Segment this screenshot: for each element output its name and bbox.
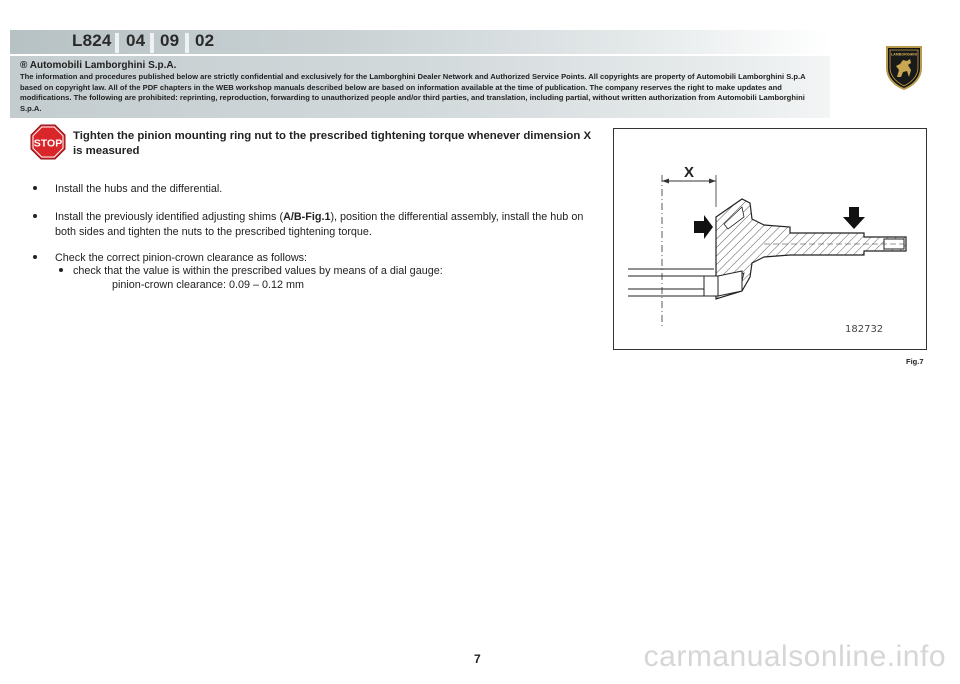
step-install-hubs: Install the hubs and the differential. (55, 183, 223, 195)
figure-caption: Fig.7 (906, 357, 924, 366)
watermark: carmanualsonline.info (643, 640, 946, 673)
lamborghini-logo (884, 44, 924, 90)
figure-reference: A/B-Fig.1 (283, 211, 331, 223)
code-separator (185, 33, 189, 53)
step-install-shims (55, 210, 605, 239)
stop-sign-icon (30, 124, 66, 160)
clearance-spec: pinion-crown clearance: 0.09 – 0.12 mm (112, 279, 305, 291)
dimension-x-label: X (683, 164, 695, 181)
pinion-drawing (614, 129, 926, 349)
bullet-dot (33, 255, 37, 259)
code-separator (150, 33, 154, 53)
logo-text: LAMBORGHINI (891, 52, 917, 57)
step-install-shims-text-end: ), position the differential assembly, install the hub on both sides and tighten the nuts to the prescribed tightening torque. (55, 211, 584, 238)
substep-dial-gauge: check that the value is within the prescribed values by means of a dial gauge: (73, 265, 443, 277)
sub-bullet-dot (59, 268, 63, 272)
figure-number: 182732 (845, 324, 884, 335)
page-number: 7 (474, 652, 481, 666)
bullet-dot (33, 186, 37, 190)
down-arrow-icon (843, 207, 865, 229)
step-install-shims-text: Install the previously identified adjusting shims ( (55, 211, 284, 223)
stop-label: STOP (33, 137, 63, 150)
doc-code-model: L824 (72, 31, 112, 50)
figure-frame (613, 128, 927, 350)
warning-text: Tighten the pinion mounting ring nut to the prescribed tightening torque whenever dimension X is measured (73, 130, 592, 157)
pinion-shaft (716, 199, 906, 299)
step-check-clearance: Check the correct pinion-crown clearance as follows: (55, 252, 308, 264)
doc-code-section: 02 (195, 31, 215, 50)
code-separator (115, 33, 119, 53)
doc-code-group: 04 (126, 31, 146, 50)
company-name: ® Automobili Lamborghini S.p.A. (20, 60, 177, 71)
pointer-arrow-icon (694, 215, 713, 239)
bullet-dot (33, 214, 37, 218)
copyright-notice: The information and procedures published below are strictly confidential and exclusively for the Lamborghini Dealer Network and Authorized Service Points. All copyrights are property of Automobili Lamborghini S.p.A based on copyright law. All of the PDF chapters in the WEB workshop manuals described below are based on information available at the time of publication. The company reserves the right to make updates and modifications. The following are prohibited: reprinting, reproduction, forwarding to unauthorized people and/or third parties, and translation, including partial, without written authorization from Automobili Lamborghini S.p.A. (20, 72, 806, 113)
doc-code-subgroup: 09 (160, 31, 180, 50)
